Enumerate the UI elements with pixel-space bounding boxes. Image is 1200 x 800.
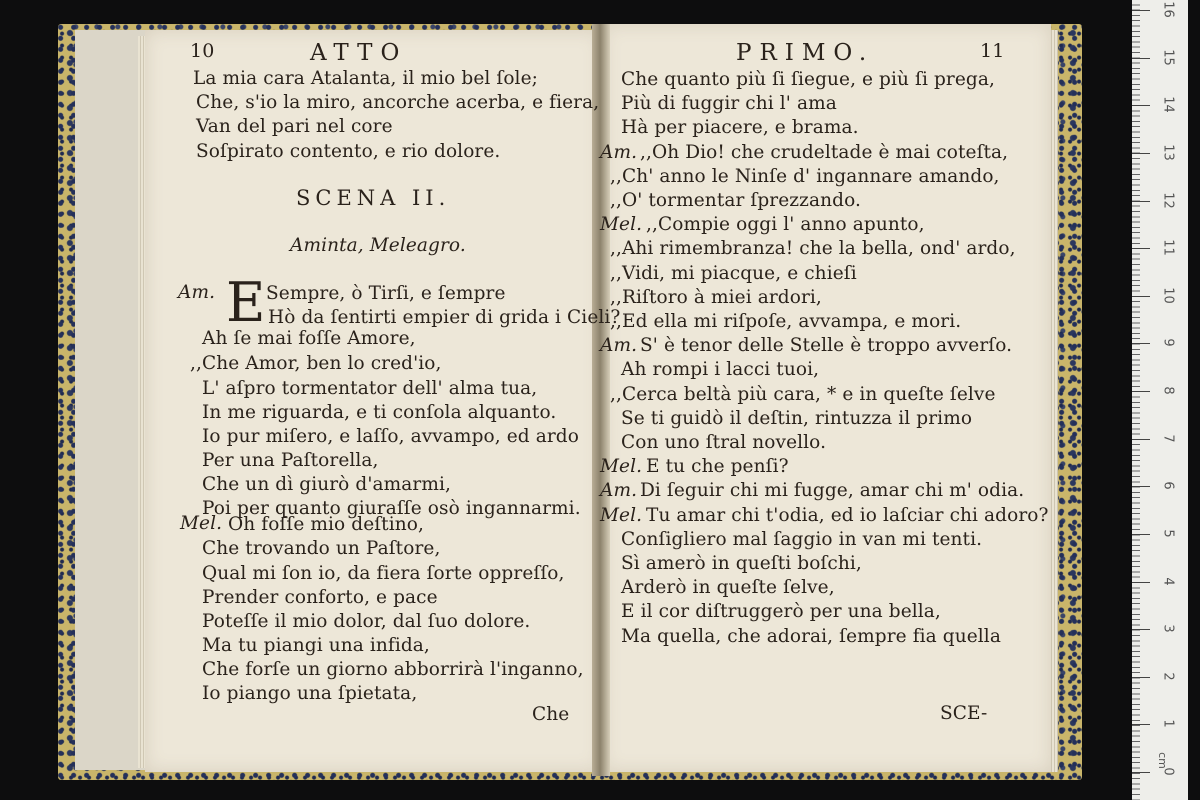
ruler-tick xyxy=(1132,582,1150,583)
text-line: In me riguarda, e ti conſola alquanto. xyxy=(202,402,557,423)
ruler-unit: cm xyxy=(1155,752,1169,769)
ruler-number: 6 xyxy=(1160,481,1176,490)
scene-heading: SCENA II. xyxy=(296,186,451,210)
text-line: Hà per piacere, e brama. xyxy=(621,117,859,138)
catchword-right: SCE- xyxy=(940,703,988,724)
ruler-number: 0 xyxy=(1160,767,1176,776)
ruler-number: 4 xyxy=(1160,577,1176,586)
speaker-label: Am. xyxy=(600,142,638,163)
text-line: Che un dì giurò d'amarmi, xyxy=(202,474,451,495)
page-number-left: 10 xyxy=(190,40,215,62)
speaker-label: Am. xyxy=(600,480,638,501)
text-line: ,,Ahi rimembranza! che la bella, ond' ardo, xyxy=(610,238,1016,259)
text-line: Prender conforto, e pace xyxy=(202,587,438,608)
ruler-tick xyxy=(1132,296,1150,297)
running-head-left: ATTO xyxy=(310,40,408,66)
ruler-tick xyxy=(1132,677,1150,678)
speaker-label: Am. xyxy=(178,282,216,303)
ruler-tick xyxy=(1132,486,1150,487)
drop-cap: E xyxy=(226,271,266,334)
text-line: ,,Riſtoro à miei ardori, xyxy=(610,287,822,308)
text-line: Poteſſe il mio dolor, dal ſuo dolore. xyxy=(202,611,531,632)
book-gutter xyxy=(592,24,610,776)
ruler-number: 1 xyxy=(1160,719,1176,728)
text-line: Che forſe un giorno abborrirà l'inganno, xyxy=(202,659,584,680)
text-line: ,,Che Amor, ben lo cred'io, xyxy=(190,353,442,374)
text-line: Sì amerò in queſti boſchi, xyxy=(621,553,862,574)
text-line: Ah ſe mai foſſe Amore, xyxy=(202,328,416,349)
text-line: Qual mi ſon io, da fiera ſorte oppreſſo, xyxy=(202,563,565,584)
ruler-number: 10 xyxy=(1160,287,1176,304)
text-line: Che trovando un Paſtore, xyxy=(202,538,441,559)
ruler-tick xyxy=(1132,343,1150,344)
ruler-number: 5 xyxy=(1160,529,1176,538)
text-line: ,,Oh Dio! che crudeltade è mai coteſta, xyxy=(640,142,1009,163)
ruler-number: 9 xyxy=(1160,338,1176,347)
text-line: ,,O' tormentar ſprezzando. xyxy=(610,190,861,211)
ruler-tick xyxy=(1132,201,1150,202)
ruler-tick xyxy=(1132,248,1150,249)
text-line: ,,Ch' anno le Ninſe d' ingannare amando, xyxy=(610,166,1000,187)
text-line: Van del pari nel core xyxy=(196,116,393,137)
ruler-tick xyxy=(1132,534,1150,535)
ruler-number: 11 xyxy=(1160,239,1176,256)
text-line: Che, s'io la miro, ancorche acerba, e fiera, xyxy=(196,92,600,113)
text-line: Ah rompi i lacci tuoi, xyxy=(621,359,820,380)
text-line: Oh foſſe mio deſtino, xyxy=(228,514,424,535)
ruler-tick xyxy=(1132,391,1150,392)
ruler-tick xyxy=(1132,105,1150,106)
ruler-tick xyxy=(1132,439,1150,440)
text-line: Più di fuggir chi l' ama xyxy=(621,93,837,114)
text-line: Poi per quanto giuraſſe osò ingannarmi. xyxy=(202,498,581,519)
measuring-ruler xyxy=(1132,0,1188,800)
text-line: ,,Cerca beltà più cara, * e in queſte ſelve xyxy=(610,384,996,405)
ruler-number: 16 xyxy=(1160,1,1176,18)
text-line: Sempre, ò Tirſi, e ſempre xyxy=(266,283,506,304)
ruler-number: 3 xyxy=(1160,624,1176,633)
ruler-tick xyxy=(1132,724,1150,725)
ruler-number: 12 xyxy=(1160,192,1176,209)
text-line: ,,Compie oggi l' anno apunto, xyxy=(646,214,925,235)
text-line: ,,Ed ella mi riſpoſe, avvampa, e mori. xyxy=(610,311,962,332)
text-line: E tu che penſi? xyxy=(646,456,789,477)
text-line: Io piango una ſpietata, xyxy=(202,683,418,704)
ruler-tick xyxy=(1132,58,1150,59)
text-line: Ma tu piangi una infida, xyxy=(202,635,430,656)
text-line: Conſigliero mal ſaggio in van mi tenti. xyxy=(621,529,983,550)
text-line: Io pur miſero, e laſſo, avvampo, ed ardo xyxy=(202,426,579,447)
text-line: S' è tenor delle Stelle è troppo avverſo. xyxy=(640,335,1013,356)
ruler-tick xyxy=(1132,10,1150,11)
speaker-label: Mel. xyxy=(600,214,643,235)
ruler-tick xyxy=(1132,153,1150,154)
text-line: Per una Paſtorella, xyxy=(202,450,379,471)
text-line: Se ti guidò il deſtin, rintuzza il primo xyxy=(621,408,973,429)
ruler-number: 15 xyxy=(1160,49,1176,66)
text-line: Ma quella, che adorai, ſempre fia quella xyxy=(621,626,1001,647)
text-line: Con uno ſtral novello. xyxy=(621,432,827,453)
speaker-label: Mel. xyxy=(180,513,223,534)
ruler-number: 13 xyxy=(1160,144,1176,161)
ruler-number: 7 xyxy=(1160,434,1176,443)
ruler-tick xyxy=(1132,772,1150,773)
text-line: Che quanto più ſi ſiegue, e più ſi prega, xyxy=(621,69,995,90)
scene-characters: Aminta, Meleagro. xyxy=(290,235,466,256)
text-line: ,,Vidi, mi piacque, e chieſi xyxy=(610,263,857,284)
ruler-tick xyxy=(1132,629,1150,630)
text-line: E il cor diſtruggerò per una bella, xyxy=(621,601,941,622)
text-line: Hò da ſentirti empier di grida i Cieli? xyxy=(268,307,621,328)
speaker-label: Mel. xyxy=(600,456,643,477)
ruler-number: 14 xyxy=(1160,96,1176,113)
text-line: Di ſeguir chi mi fugge, amar chi m' odia. xyxy=(640,480,1025,501)
ruler-number: 8 xyxy=(1160,386,1176,395)
text-line: Soſpirato contento, e rio dolore. xyxy=(196,141,501,162)
text-line: L' aſpro tormentator dell' alma tua, xyxy=(202,378,538,399)
ruler-number: 2 xyxy=(1160,672,1176,681)
speaker-label: Mel. xyxy=(600,505,643,526)
page-number-right: 11 xyxy=(980,40,1005,62)
text-line: La mia cara Atalanta, il mio bel ſole; xyxy=(193,68,538,89)
speaker-label: Am. xyxy=(600,335,638,356)
text-line: Arderò in queſte ſelve, xyxy=(621,577,835,598)
running-head-right: PRIMO. xyxy=(736,40,875,66)
catchword-left: Che xyxy=(532,704,570,725)
text-line: Tu amar chi t'odia, ed io laſciar chi adoro? xyxy=(646,505,1049,526)
